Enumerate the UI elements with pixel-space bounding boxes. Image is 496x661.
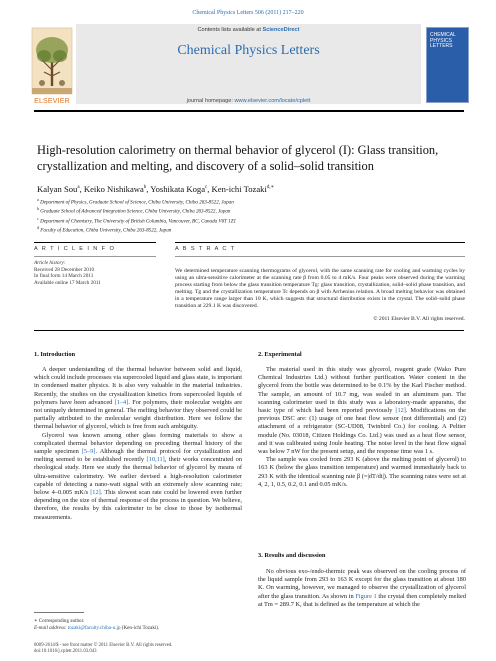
abstract-body: We determined temperature scanning thermograms of glycerol, with the same scanning rate for cooling and warming cycles by using an ultra-sensitive calorimeter at the scanning rate β from 0.05 to 4 mK/s. Four peaks were observed during the warming process starting from below the glass transition temperature Tg: glass transition, crystallization, solid–solid phase transition, and melting. Tg and the crystallization temperature Tc depends on β with Arrhenius relation. A broad melting behavior was obtained in a temperature range larger than 10 K, which suggests that structural distribution exists in the crystal. The solid–solid phase transition at 229.1 K was discovered.	[175, 268, 465, 310]
email-link[interactable]: tozaki@faculty.chiba-u.jp	[67, 624, 121, 631]
abstract-rule	[175, 256, 465, 257]
journal-name: Chemical Physics Letters	[177, 43, 320, 58]
article-info-rule	[34, 256, 156, 257]
citation-link[interactable]: [12]	[395, 407, 406, 415]
section-heading-results: 3. Results and discussion	[258, 552, 326, 559]
sciencedirect-link[interactable]: ScienceDirect	[262, 27, 300, 33]
copyright-notice: © 2011 Elsevier B.V. All rights reserved.	[373, 316, 465, 322]
header-rule	[34, 110, 464, 112]
abstract-rule-top	[175, 242, 465, 243]
corresponding-author-footnote	[34, 618, 239, 631]
history-received: Received 28 December 2010	[34, 266, 95, 273]
affiliation: $^b$ Graduate School of Advanced Integration Science, Chiba University, Chiba 263-8522, Japan	[37, 206, 231, 215]
author-mark: a	[77, 185, 80, 191]
paragraph: A deeper understanding of the thermal behavior between solid and liquid, which could include processes via supercooled liquid and glass state, is important in condensed matter physics. It is also very valuable in the material industries. Recently, the studies on the crystallization kinetics from supercooled liquids of polymers have been advanced [1–4]. For polymers, their molecular weights are not uniquely determined in general. The melting behavior they observed could be partially attributed to the molecular weight distribution. Here we follow the thermal behavior of glycerol, which is free from such ambiguity.	[34, 366, 243, 431]
footnote-rule	[34, 612, 84, 613]
article-info-rule-top	[34, 242, 156, 243]
affiliation-list	[37, 197, 457, 234]
article-info-label: A R T I C L E I N F O	[34, 246, 116, 252]
paragraph: The sample was cooled from 293 K (above the melting point of glycerol) to 163 K (below the glass transition temperature) and warmed immediately back to 293 K with the identical scanning rate β (=|dT/dt|). The scanning rates were set at 4, 2, 1, 0.5, 0.2, 0.1 and 0.05 mK/s.	[258, 456, 466, 488]
author-name: Kalyan Sou	[37, 184, 78, 194]
section-heading-introduction: 1. Introduction	[34, 351, 76, 358]
affiliation: $^d$ Faculty of Education, Chiba University, Chiba 263-8522, Japan	[37, 224, 172, 234]
paragraph: Glycerol was known among other glass forming materials to show a complicated thermal behavior depending on preceding thermal history of the sample specimen [5–9]. Although the thermal protocol for crystallization and melting seemed to be established recently [10,11], their works concentrated on rheological study. Here we study the thermal behavior of glycerol by means of ultra-sensitive calorimetry. We earlier devised a high-resolution calorimeter capable of detecting a nano-watt signal with an extremely slow scanning rate; below 4–0.005 mK/s [12]. This slowest scan rate could be lowered even further depending on the size of thermal response of the process in question. We believe, therefore, the results by this calorimeter to be close to those by isothermal measurements.	[34, 431, 242, 521]
results-body	[258, 568, 466, 609]
introduction-body	[34, 366, 242, 522]
corresponding-label: ∗ Corresponding author.	[34, 618, 85, 624]
doi-line[interactable]: doi:10.1016/j.cplett.2011.03.043	[34, 649, 97, 654]
author-name: Yoshikata Koga	[150, 184, 206, 194]
citation-link[interactable]: [5–9]	[81, 448, 96, 456]
history-online: Available online 17 March 2011	[34, 280, 101, 287]
figure-link[interactable]: Figure 1	[355, 592, 377, 600]
journal-citation: Chemical Physics Letters 506 (2011) 217–220	[192, 10, 304, 16]
affiliation: $^c$ Department of Chemistry, The University of British Columbia, Vancouver, BC, Canada V6T 1Z1	[37, 215, 237, 225]
homepage-link[interactable]: www.elsevier.com/locate/cplett	[234, 98, 311, 104]
experimental-body	[258, 366, 466, 489]
contents-line	[76, 27, 421, 33]
issn-doi-block	[34, 643, 264, 655]
section-heading-experimental: 2. Experimental	[258, 351, 302, 358]
history-final-form: In final form 14 March 2011	[34, 273, 94, 280]
citation-link[interactable]: [1–4]	[114, 398, 129, 406]
abstract-rule-bottom	[34, 330, 464, 331]
author-mark: b	[143, 185, 147, 191]
citation-link[interactable]: [10,11]	[146, 456, 165, 464]
paragraph: No obvious exo-/endo-thermic peak was observed on the cooling process of the liquid sample from 293 to 163 K except for the glass transition at about 180 K. On warming, however, we managed to observe the crystallization of glycerol after the glass transition. As shown in Figure 1 the crystal then completely melted at Tm = 289.7 K, that is defined as the temperature at which the	[258, 568, 466, 608]
article-history	[34, 260, 159, 287]
author-name: Keiko Nishikawa	[83, 184, 144, 194]
abstract-label: A B S T R A C T	[175, 246, 236, 252]
journal-header-box	[76, 24, 421, 104]
homepage-line	[76, 98, 421, 104]
elsevier-tree-logo	[30, 26, 74, 106]
citation-link[interactable]: [12]	[90, 489, 101, 497]
publisher-name: ELSEVIER	[34, 98, 70, 105]
author-list: Kalyan Sou$^a$, Keiko Nishikawa$^b$, Yoshikata Koga$^c$, Ken-ichi Tozaki$^{d,∗}$	[37, 184, 275, 194]
history-label: Article history:	[34, 260, 66, 266]
author-mark: d,∗	[266, 185, 275, 191]
email-label: E-mail address:	[34, 624, 67, 631]
affiliation: $^a$ Department of Physics, Graduate School of Science, Chiba University, Chiba 263-8522, Japan	[37, 197, 234, 206]
homepage-prefix: journal homepage:	[186, 98, 233, 104]
contents-prefix: Contents lists available at	[197, 27, 261, 33]
author-name: Ken-ichi Tozaki	[211, 184, 267, 194]
cover-title: CHEMICAL PHYSICS LETTERS	[430, 32, 456, 50]
issn-line: 0009-2614/$ - see front matter © 2011 Elsevier B.V. All rights reserved.	[34, 643, 173, 648]
paragraph: The material used in this study was glycerol, reagent grade (Wako Pure Chemical Industries Ltd.) without further purification. Water content in the glycerol from the bottle was determined to be 0.1% by the Karl Fischer method. The sample, an amount of 10.7 mg, was sealed in an aluminum pan. The scanning calorimeter used in this study was a laboratory-made apparatus, the basic type of which had been reported previously [12]. Modifications on the previous DSC are: (1) usage of one heat flow sensor (not differential) and (2) attachment of a refrigerator (SC-UD08, Twinbird Co.) for cooling. A Peltier module (No. 03018, Citizen Holdings Co. Ltd.) was used as a heat flow sensor, and it was calibrated using Joule heating. The noise level in the heat flow signal was below 7 nW for the present setup, and the response time was 1 s.	[258, 366, 466, 456]
author-mark: c	[205, 185, 208, 191]
email-suffix: (Ken-ichi Tozaki).	[121, 624, 160, 631]
article-title: High-resolution calorimetry on thermal behavior of glycerol (I): Glass transition, crystallization and melting, and discovery of a solid–solid transition	[37, 143, 439, 173]
